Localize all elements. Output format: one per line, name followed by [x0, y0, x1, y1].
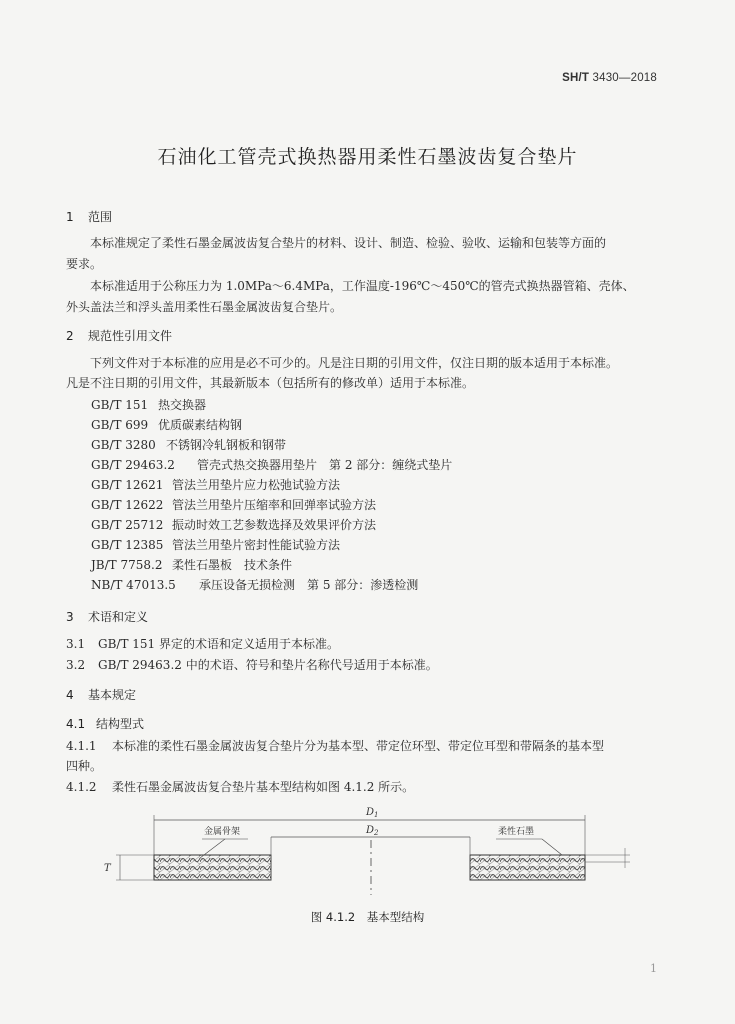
reference-item: GB/T 3280 不锈钢冷轧钢板和钢带 — [91, 438, 287, 452]
reference-item: NB/T 47013.5 承压设备无损检测 第 5 部分：渗透检测 — [91, 578, 419, 592]
clause-3-1: 3.1 GB/T 151 界定的术语和定义适用于本标准。 — [66, 637, 339, 651]
page-number: 1 — [650, 962, 657, 975]
reference-item: GB/T 12622 管法兰用垫片压缩率和回弹率试验方法 — [91, 498, 377, 512]
section-1-para-2-line-1: 本标准适用于公称压力为 1.0MPa～6.4MPa，工作温度-196℃～450℃的管壳式换热器管箱、壳体、 — [90, 279, 635, 293]
section-3-heading: 3 术语和定义 — [66, 610, 149, 624]
reference-item: GB/T 25712 振动时效工艺参数选择及效果评价方法 — [91, 518, 377, 532]
section-1-para-1-line-2: 要求。 — [66, 257, 103, 271]
graphite-label: 柔性石墨 — [498, 827, 535, 837]
clause-4-1-1-line-2: 四种。 — [66, 759, 103, 773]
gasket-structure-figure — [90, 800, 640, 900]
subsection-4-1-heading: 4.1 结构型式 — [66, 717, 145, 731]
reference-item: GB/T 29463.2 管壳式热交换器用垫片 第 2 部分：缠绕式垫片 — [91, 458, 453, 472]
section-4-heading: 4 基本规定 — [66, 688, 137, 702]
section-2-heading: 2 规范性引用文件 — [66, 329, 173, 343]
reference-item: GB/T 151 热交换器 — [91, 398, 207, 412]
reference-item: GB/T 12385 管法兰用垫片密封性能试验方法 — [91, 538, 341, 552]
gasket-left-section — [154, 855, 271, 880]
t-label: T — [104, 863, 111, 874]
clause-3-2: 3.2 GB/T 29463.2 中的术语、符号和垫片名称代号适用于本标准。 — [66, 658, 438, 672]
graphite-leader — [542, 839, 562, 855]
clause-4-1-1-line-1: 4.1.1 本标准的柔性石墨金属波齿复合垫片分为基本型、带定位环型、带定位耳型和带隔条的基本型 — [66, 739, 605, 753]
reference-item: GB/T 699 优质碳素结构钢 — [91, 418, 243, 432]
section-2-para-line-1: 下列文件对于本标准的应用是必不可少的。凡是注日期的引用文件，仅注日期的版本适用于本标准。 — [90, 356, 619, 370]
d1-label: $D_1$ — [366, 807, 379, 819]
reference-item: JB/T 7758.2 柔性石墨板 技术条件 — [91, 558, 293, 572]
section-1-heading: 1 范围 — [66, 210, 113, 224]
figure-caption: 图 4.1.2 基本型结构 — [310, 910, 425, 924]
document-title: 石油化工管壳式换热器用柔性石墨波齿复合垫片 — [157, 146, 578, 168]
section-2-para-line-2: 凡是不注日期的引用文件，其最新版本（包括所有的修改单）适用于本标准。 — [66, 376, 475, 390]
reference-item: GB/T 12621 管法兰用垫片应力松弛试验方法 — [91, 478, 341, 492]
clause-4-1-2: 4.1.2 柔性石墨金属波齿复合垫片基本型结构如图 4.1.2 所示。 — [66, 780, 415, 794]
metal-frame-label: 金属骨架 — [204, 827, 241, 837]
standard-number: SH/T 3430—2018 — [562, 72, 657, 84]
section-1-para-2-line-2: 外头盖法兰和浮头盖用柔性石墨金属波齿复合垫片。 — [66, 300, 343, 314]
section-1-para-1-line-1: 本标准规定了柔性石墨金属波齿复合垫片的材料、设计、制造、检验、验收、运输和包装等方面的 — [90, 236, 607, 250]
d2-label: $D_2$ — [366, 825, 379, 837]
reference-list — [91, 395, 452, 595]
gasket-right-section — [470, 855, 585, 880]
